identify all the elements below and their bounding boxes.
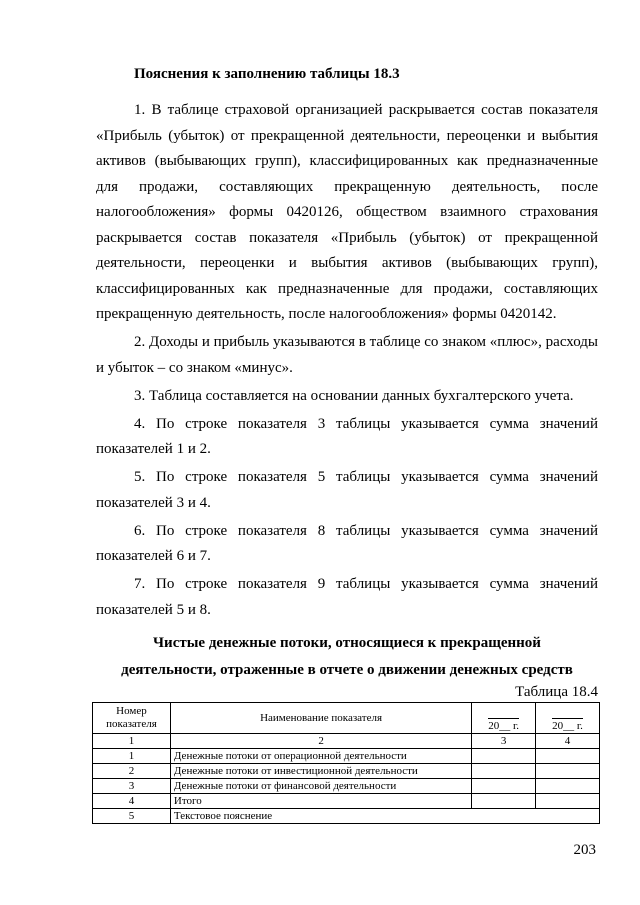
paragraph-3: 3. Таблица составляется на основании данных бухгалтерского учета. [134,387,574,404]
table-row [93,779,600,794]
row-name: Текстовое пояснение [170,809,599,824]
row-value-year-2 [536,749,600,764]
column-number: 4 [536,734,600,749]
header-name: Наименование показателя [170,703,471,734]
row-value-year-1 [472,779,536,794]
header-year-2 [536,703,600,734]
section-title-line-2: деятельности, отраженные в отчете о движении денежных средств [121,662,573,678]
row-number: 2 [93,764,171,779]
paragraph-1: 1. В таблице страховой организацией раскрывается состав показателя «Прибыль (убыток) от прекращенной деятельности, переоценки и выбытия активов (выбывающих групп), классифицированных как предназначенные для продажи, составляющих прекращенную деятельность, после налогообложения» формы 0420126, обществом взаимного страхования раскрывается состав показателя «Прибыль (убыток) от прекращенной деятельности, переоценки и выбытия активов (выбывающих групп), классифицированных как предназначенные для продажи, составляющих прекращенную деятельность, после налогообложения» формы 0420142. [96,102,598,322]
row-value-year-1 [472,794,536,809]
row-number: 4 [93,794,171,809]
paragraph-2: 2. Доходы и прибыль указываются в таблице со знаком «плюс», расходы и убыток – со знаком «минус». [96,334,598,376]
paragraph-6: 6. По строке показателя 8 таблицы указывается сумма значений показателей 6 и 7. [96,522,598,564]
column-number: 2 [170,734,471,749]
column-number: 3 [472,734,536,749]
row-value-year-1 [472,764,536,779]
table-caption: Таблица 18.4 [515,684,598,700]
table-row [93,794,600,809]
paragraph-4: 4. По строке показателя 3 таблицы указывается сумма значений показателей 1 и 2. [96,415,598,457]
paragraph-7: 7. По строке показателя 9 таблицы указывается сумма значений показателей 5 и 8. [96,576,598,618]
cash-flows-table [92,702,600,824]
header-number: Номер показателя [93,703,171,734]
header-year-1 [472,703,536,734]
paragraph-5: 5. По строке показателя 5 таблицы указывается сумма значений показателей 3 и 4. [96,469,598,511]
header-year-2-text: 20__ г. [552,720,583,732]
row-value-year-2 [536,794,600,809]
section-title-line-1: Чистые денежные потоки, относящиеся к прекращенной [153,635,541,651]
column-number-row [93,734,600,749]
row-value-year-2 [536,779,600,794]
notes-heading: Пояснения к заполнению таблицы 18.3 [134,66,400,82]
row-value-year-2 [536,764,600,779]
table-row [93,749,600,764]
table-row [93,809,600,824]
row-value-year-1 [472,749,536,764]
row-number: 5 [93,809,171,824]
row-name: Денежные потоки от операционной деятельности [170,749,471,764]
section-title [96,630,598,684]
row-name: Денежные потоки от инвестиционной деятельности [170,764,471,779]
notes-body [96,98,598,626]
table-header-row [93,703,600,734]
row-number: 3 [93,779,171,794]
table-row [93,764,600,779]
header-year-1-text: 20__ г. [488,720,520,732]
row-name: Итого [170,794,471,809]
row-number: 1 [93,749,171,764]
page-number: 203 [573,842,596,858]
row-name: Денежные потоки от финансовой деятельности [170,779,471,794]
column-number: 1 [93,734,171,749]
